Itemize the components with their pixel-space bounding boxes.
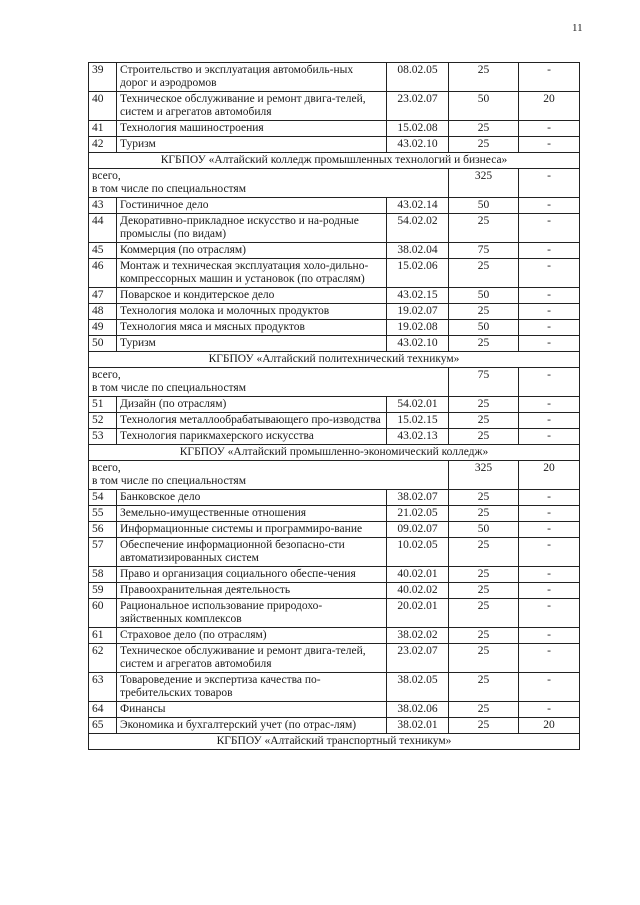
specialty-code: 38.02.06 — [387, 702, 449, 718]
specialty-name: Право и организация социального обеспе-чения — [117, 567, 387, 583]
specialty-code: 09.02.07 — [387, 522, 449, 538]
specialty-code: 19.02.07 — [387, 304, 449, 320]
total-label-line2: в том числе по специальностям — [92, 382, 246, 394]
table-row — [89, 63, 580, 92]
quantity-cell: 25 — [449, 137, 519, 153]
quantity-extra-cell: - — [519, 121, 580, 137]
row-number: 60 — [89, 599, 117, 628]
quantity-cell: 25 — [449, 702, 519, 718]
specialty-code: 38.02.05 — [387, 673, 449, 702]
specialty-name: Технология молока и молочных продуктов — [117, 304, 387, 320]
total-row — [89, 368, 580, 397]
specialty-name: Гостиничное дело — [117, 198, 387, 214]
row-number: 50 — [89, 336, 117, 352]
row-number: 62 — [89, 644, 117, 673]
specialty-code: 43.02.10 — [387, 137, 449, 153]
specialty-code: 15.02.15 — [387, 413, 449, 429]
quantity-cell: 50 — [449, 92, 519, 121]
total-quantity-cell: 75 — [449, 368, 519, 397]
quantity-extra-cell: - — [519, 429, 580, 445]
row-number: 58 — [89, 567, 117, 583]
quantity-cell: 25 — [449, 429, 519, 445]
specialty-name: Финансы — [117, 702, 387, 718]
specialty-name: Дизайн (по отраслям) — [117, 397, 387, 413]
table-row — [89, 506, 580, 522]
quantity-extra-cell: - — [519, 259, 580, 288]
specialties-table — [88, 62, 580, 750]
row-number: 39 — [89, 63, 117, 92]
specialty-name: Страховое дело (по отраслям) — [117, 628, 387, 644]
specialty-code: 38.02.02 — [387, 628, 449, 644]
quantity-extra-cell: - — [519, 583, 580, 599]
institution-header-row — [89, 445, 580, 461]
table-row — [89, 599, 580, 628]
row-number: 45 — [89, 243, 117, 259]
specialty-code: 38.02.04 — [387, 243, 449, 259]
specialty-code: 43.02.14 — [387, 198, 449, 214]
table-row — [89, 718, 580, 734]
row-number: 40 — [89, 92, 117, 121]
specialty-code: 15.02.08 — [387, 121, 449, 137]
table-row — [89, 320, 580, 336]
quantity-extra-cell: - — [519, 137, 580, 153]
total-label-line1: всего, — [92, 369, 121, 381]
specialty-name: Декоративно-прикладное искусство и на-родные промыслы (по видам) — [117, 214, 387, 243]
specialty-code: 43.02.10 — [387, 336, 449, 352]
specialty-name: Банковское дело — [117, 490, 387, 506]
specialty-code: 54.02.01 — [387, 397, 449, 413]
total-label-line2: в том числе по специальностям — [92, 183, 246, 195]
specialty-code: 38.02.01 — [387, 718, 449, 734]
table-row — [89, 413, 580, 429]
row-number: 52 — [89, 413, 117, 429]
specialty-name: Техническое обслуживание и ремонт двига-телей, систем и агрегатов автомобиля — [117, 644, 387, 673]
total-row — [89, 169, 580, 198]
specialty-code: 38.02.07 — [387, 490, 449, 506]
total-quantity-cell: 325 — [449, 461, 519, 490]
quantity-extra-cell: - — [519, 214, 580, 243]
total-quantity-extra-cell: - — [519, 368, 580, 397]
quantity-extra-cell: - — [519, 63, 580, 92]
table-row — [89, 137, 580, 153]
quantity-cell: 25 — [449, 673, 519, 702]
specialty-name: Поварское и кондитерское дело — [117, 288, 387, 304]
table-row — [89, 522, 580, 538]
total-quantity-extra-cell: 20 — [519, 461, 580, 490]
table-row — [89, 397, 580, 413]
specialty-code: 15.02.06 — [387, 259, 449, 288]
specialty-code: 19.02.08 — [387, 320, 449, 336]
row-number: 42 — [89, 137, 117, 153]
specialty-code: 23.02.07 — [387, 92, 449, 121]
specialty-name: Технология металлообрабатывающего про-изводства — [117, 413, 387, 429]
quantity-extra-cell: 20 — [519, 718, 580, 734]
quantity-cell: 50 — [449, 288, 519, 304]
row-number: 64 — [89, 702, 117, 718]
quantity-cell: 25 — [449, 628, 519, 644]
table-row — [89, 538, 580, 567]
specialty-code: 10.02.05 — [387, 538, 449, 567]
row-number: 43 — [89, 198, 117, 214]
total-label-line1: всего, — [92, 170, 121, 182]
total-label — [89, 461, 449, 490]
quantity-cell: 50 — [449, 320, 519, 336]
specialty-code: 54.02.02 — [387, 214, 449, 243]
table-row — [89, 429, 580, 445]
quantity-cell: 25 — [449, 259, 519, 288]
row-number: 44 — [89, 214, 117, 243]
quantity-cell: 25 — [449, 397, 519, 413]
quantity-extra-cell: - — [519, 673, 580, 702]
specialty-name: Правоохранительная деятельность — [117, 583, 387, 599]
table-row — [89, 214, 580, 243]
total-quantity-cell: 325 — [449, 169, 519, 198]
quantity-extra-cell: 20 — [519, 92, 580, 121]
quantity-extra-cell: - — [519, 397, 580, 413]
table-row — [89, 92, 580, 121]
quantity-cell: 50 — [449, 522, 519, 538]
row-number: 54 — [89, 490, 117, 506]
quantity-cell: 25 — [449, 490, 519, 506]
table-row — [89, 243, 580, 259]
table-row — [89, 198, 580, 214]
specialty-code: 40.02.02 — [387, 583, 449, 599]
institution-name: КГБПОУ «Алтайский политехнический техникум» — [89, 352, 580, 368]
institution-name: КГБПОУ «Алтайский промышленно-экономический колледж» — [89, 445, 580, 461]
quantity-extra-cell: - — [519, 567, 580, 583]
quantity-cell: 25 — [449, 538, 519, 567]
specialty-name: Строительство и эксплуатация автомобиль-ных дорог и аэродромов — [117, 63, 387, 92]
quantity-extra-cell: - — [519, 304, 580, 320]
row-number: 46 — [89, 259, 117, 288]
quantity-cell: 50 — [449, 198, 519, 214]
quantity-extra-cell: - — [519, 522, 580, 538]
quantity-cell: 25 — [449, 63, 519, 92]
quantity-extra-cell: - — [519, 538, 580, 567]
row-number: 55 — [89, 506, 117, 522]
table-row — [89, 259, 580, 288]
specialty-code: 23.02.07 — [387, 644, 449, 673]
row-number: 56 — [89, 522, 117, 538]
specialty-code: 40.02.01 — [387, 567, 449, 583]
row-number: 65 — [89, 718, 117, 734]
quantity-extra-cell: - — [519, 702, 580, 718]
specialty-name: Техническое обслуживание и ремонт двига-телей, систем и агрегатов автомобиля — [117, 92, 387, 121]
institution-header-row — [89, 734, 580, 750]
institution-name: КГБПОУ «Алтайский транспортный техникум» — [89, 734, 580, 750]
quantity-cell: 25 — [449, 599, 519, 628]
specialty-name: Туризм — [117, 137, 387, 153]
specialty-name: Рациональное использование природохо-зяйственных комплексов — [117, 599, 387, 628]
quantity-cell: 25 — [449, 506, 519, 522]
table-row — [89, 628, 580, 644]
total-row — [89, 461, 580, 490]
quantity-cell: 25 — [449, 413, 519, 429]
row-number: 51 — [89, 397, 117, 413]
quantity-extra-cell: - — [519, 413, 580, 429]
quantity-cell: 25 — [449, 121, 519, 137]
specialty-name: Технология мяса и мясных продуктов — [117, 320, 387, 336]
row-number: 53 — [89, 429, 117, 445]
total-label — [89, 368, 449, 397]
table-row — [89, 644, 580, 673]
total-label-line2: в том числе по специальностям — [92, 475, 246, 487]
specialty-name: Технология машиностроения — [117, 121, 387, 137]
specialty-name: Земельно-имущественные отношения — [117, 506, 387, 522]
table-row — [89, 567, 580, 583]
table-row — [89, 121, 580, 137]
specialty-name: Информационные системы и программиро-вание — [117, 522, 387, 538]
table-row — [89, 288, 580, 304]
specialty-name: Монтаж и техническая эксплуатация холо-дильно-компрессорных машин и установок (по отраслям) — [117, 259, 387, 288]
specialty-name: Коммерция (по отраслям) — [117, 243, 387, 259]
quantity-cell: 25 — [449, 583, 519, 599]
specialty-name: Товароведение и экспертиза качества по-требительских товаров — [117, 673, 387, 702]
total-label — [89, 169, 449, 198]
specialty-code: 21.02.05 — [387, 506, 449, 522]
quantity-extra-cell: - — [519, 198, 580, 214]
specialty-name: Экономика и бухгалтерский учет (по отрас-лям) — [117, 718, 387, 734]
specialty-name: Туризм — [117, 336, 387, 352]
row-number: 49 — [89, 320, 117, 336]
table-row — [89, 673, 580, 702]
institution-header-row — [89, 352, 580, 368]
quantity-cell: 25 — [449, 304, 519, 320]
quantity-extra-cell: - — [519, 288, 580, 304]
row-number: 48 — [89, 304, 117, 320]
quantity-extra-cell: - — [519, 506, 580, 522]
table-row — [89, 490, 580, 506]
quantity-extra-cell: - — [519, 490, 580, 506]
institution-header-row — [89, 153, 580, 169]
specialty-code: 20.02.01 — [387, 599, 449, 628]
table-row — [89, 336, 580, 352]
row-number: 47 — [89, 288, 117, 304]
institution-name: КГБПОУ «Алтайский колледж промышленных технологий и бизнеса» — [89, 153, 580, 169]
quantity-cell: 25 — [449, 644, 519, 673]
table-row — [89, 304, 580, 320]
specialty-code: 08.02.05 — [387, 63, 449, 92]
table-row — [89, 583, 580, 599]
quantity-cell: 25 — [449, 718, 519, 734]
specialty-name: Технология парикмахерского искусства — [117, 429, 387, 445]
page-number: 11 — [572, 22, 583, 34]
row-number: 63 — [89, 673, 117, 702]
specialty-code: 43.02.13 — [387, 429, 449, 445]
quantity-extra-cell: - — [519, 628, 580, 644]
row-number: 61 — [89, 628, 117, 644]
quantity-extra-cell: - — [519, 243, 580, 259]
total-quantity-extra-cell: - — [519, 169, 580, 198]
quantity-extra-cell: - — [519, 320, 580, 336]
quantity-extra-cell: - — [519, 644, 580, 673]
specialty-name: Обеспечение информационной безопасно-сти автоматизированных систем — [117, 538, 387, 567]
total-label-line1: всего, — [92, 462, 121, 474]
quantity-extra-cell: - — [519, 599, 580, 628]
quantity-cell: 25 — [449, 336, 519, 352]
row-number: 41 — [89, 121, 117, 137]
table-body — [89, 63, 580, 750]
quantity-cell: 25 — [449, 567, 519, 583]
table-row — [89, 702, 580, 718]
quantity-cell: 75 — [449, 243, 519, 259]
quantity-extra-cell: - — [519, 336, 580, 352]
row-number: 59 — [89, 583, 117, 599]
row-number: 57 — [89, 538, 117, 567]
quantity-cell: 25 — [449, 214, 519, 243]
specialty-code: 43.02.15 — [387, 288, 449, 304]
